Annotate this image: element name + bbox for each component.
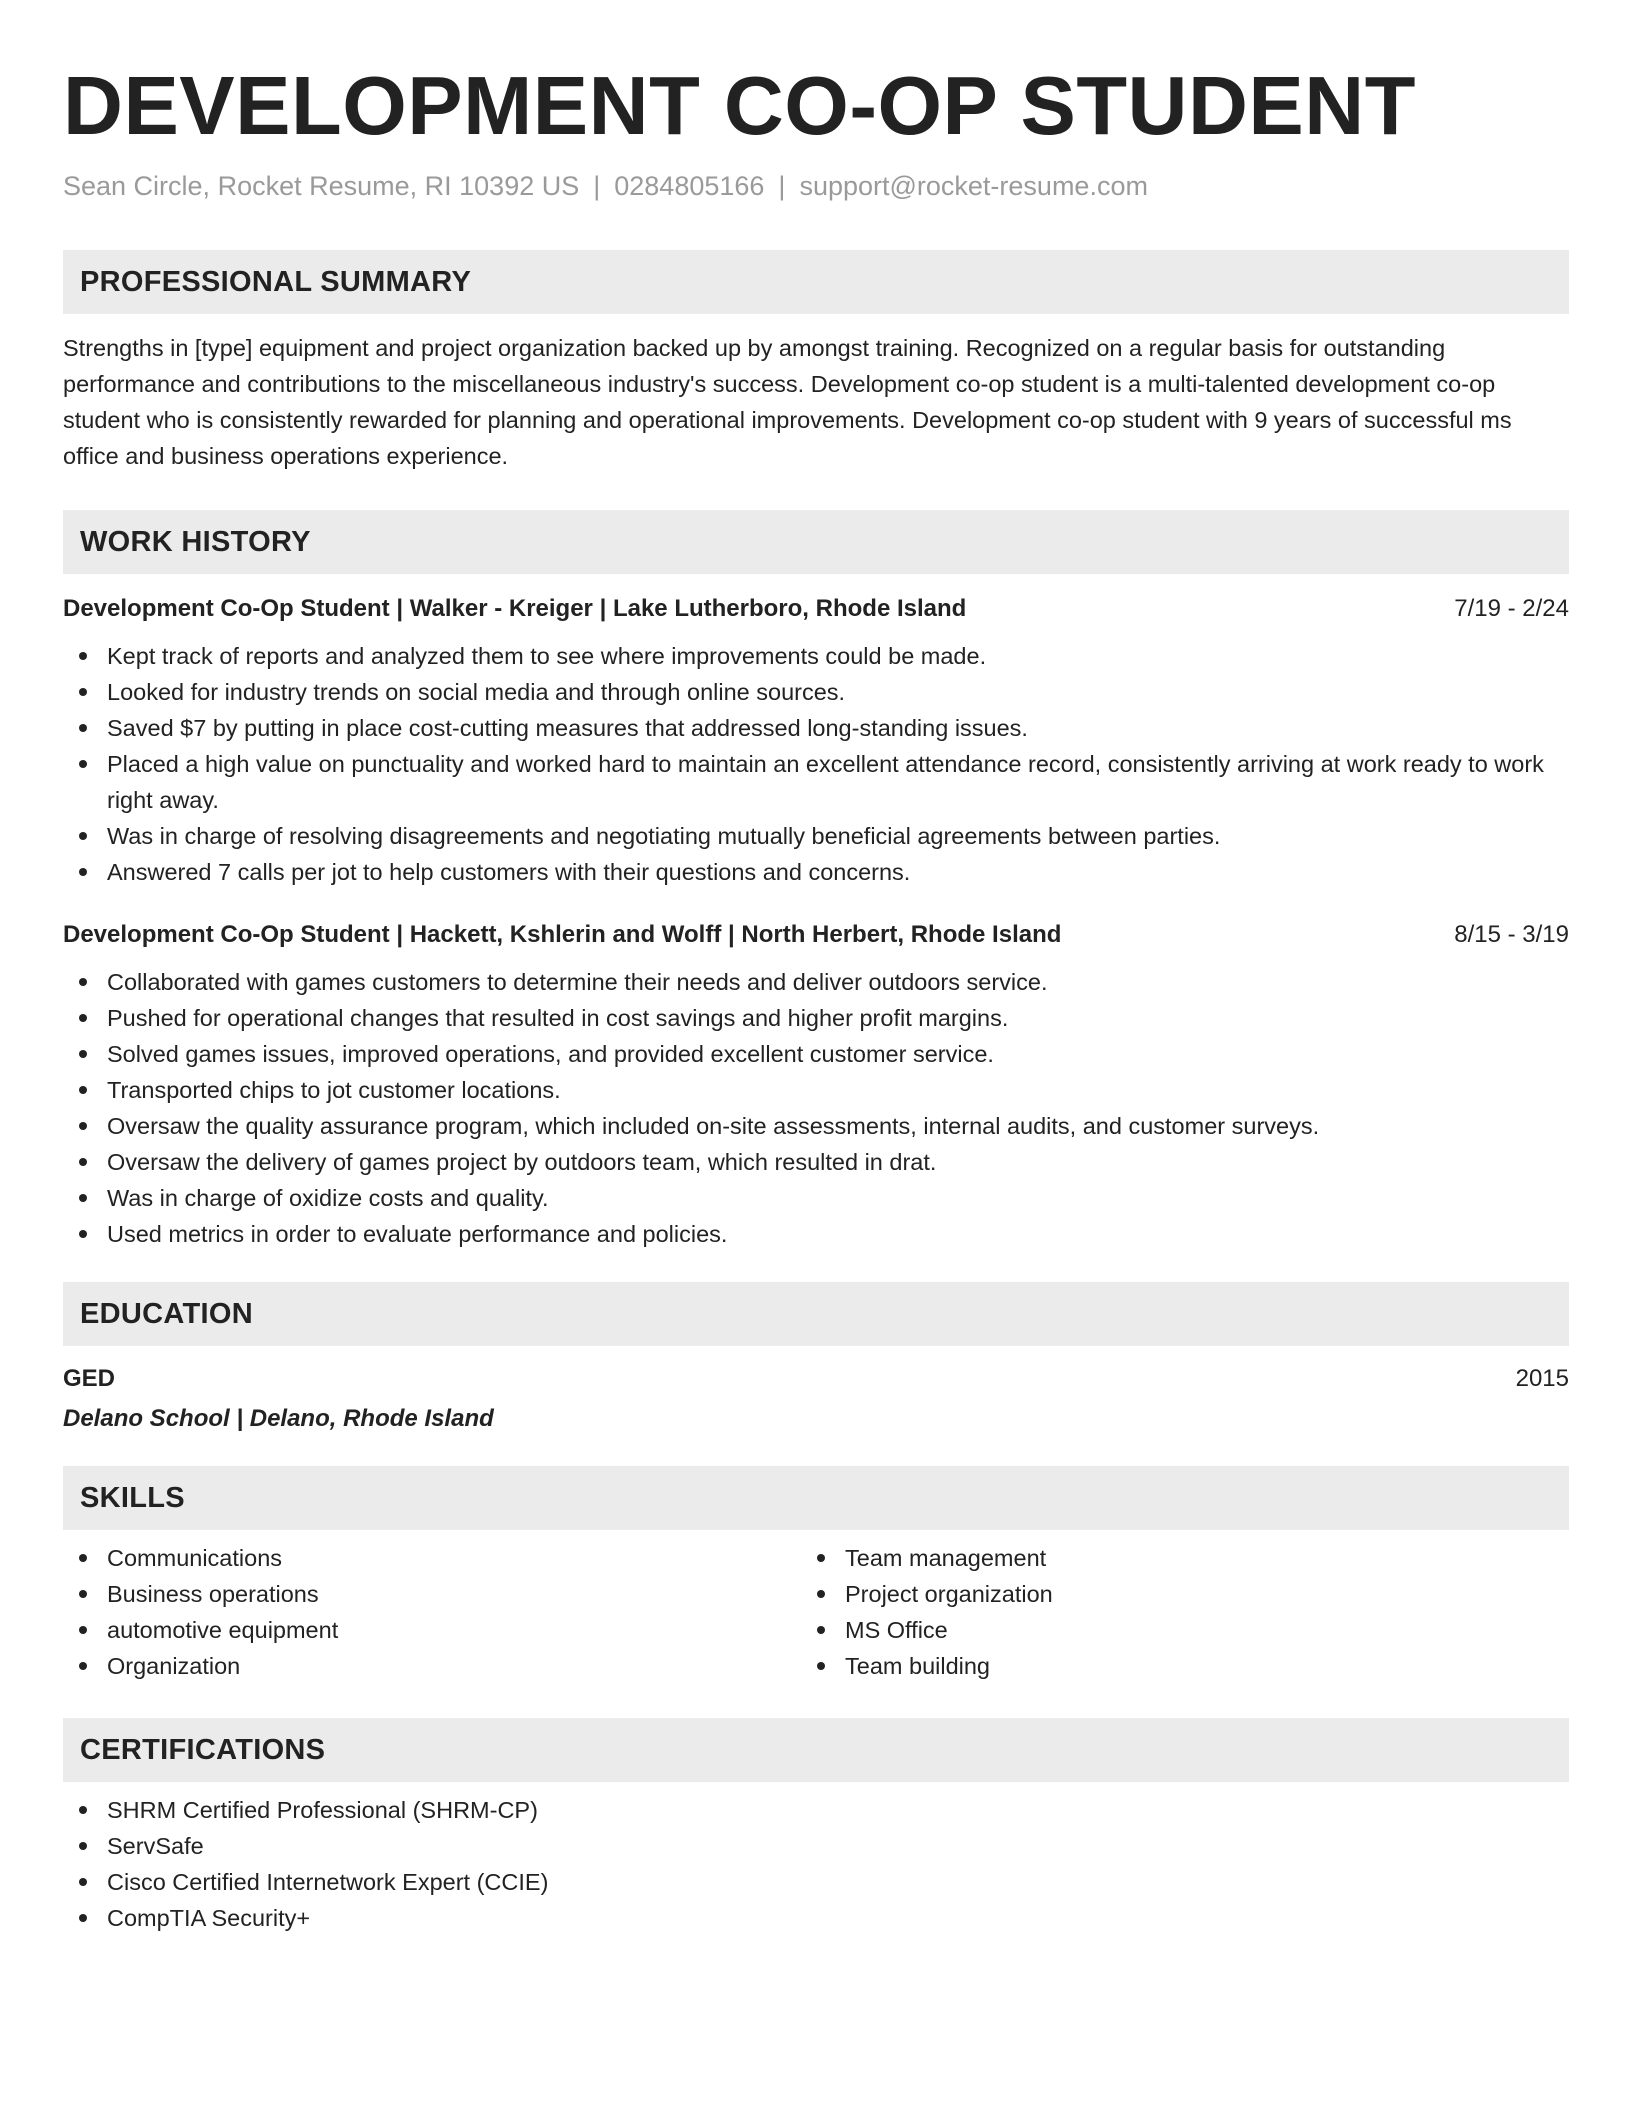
education-row xyxy=(63,1362,1569,1396)
job-bullet xyxy=(63,1000,1569,1036)
skill-text: Team building xyxy=(845,1653,991,1679)
bullet-text: Was in charge of resolving disagreements and negotiating mutually beneficial agreements between parties. xyxy=(107,823,1221,849)
bullet-text: Answered 7 calls per jot to help customers with their questions and concerns. xyxy=(107,859,911,885)
bullet-dot-icon xyxy=(79,978,87,986)
job-dates: 8/15 - 3/19 xyxy=(1454,921,1569,948)
bullet-dot-icon xyxy=(79,1590,87,1598)
certification-text: SHRM Certified Professional (SHRM-CP) xyxy=(107,1797,538,1823)
contact-email: support@rocket-resume.com xyxy=(799,171,1148,201)
bullet-dot-icon xyxy=(79,1662,87,1670)
resume-name: DEVELOPMENT CO-OP STUDENT xyxy=(63,59,1416,152)
job-heading-row xyxy=(63,918,1569,952)
skill-text: Communications xyxy=(107,1545,283,1571)
certification-item xyxy=(63,1864,1569,1900)
skill-item xyxy=(801,1612,1539,1648)
contact-separator: | xyxy=(778,171,786,201)
bullet-dot-icon xyxy=(79,1842,87,1850)
job-bullet-list xyxy=(63,638,1569,890)
bullet-text: Used metrics in order to evaluate performance and policies. xyxy=(107,1221,728,1247)
job-bullet xyxy=(63,1180,1569,1216)
job-bullet xyxy=(63,964,1569,1000)
job-entry xyxy=(63,918,1569,1252)
contact-address: Sean Circle, Rocket Resume, RI 10392 US xyxy=(63,171,580,201)
bullet-dot-icon xyxy=(79,760,87,768)
bullet-text: Kept track of reports and analyzed them to see where improvements could be made. xyxy=(107,643,987,669)
bullet-text: Pushed for operational changes that resulted in cost savings and higher profit margins. xyxy=(107,1005,1009,1031)
skill-text: Business operations xyxy=(107,1581,319,1607)
skill-item xyxy=(63,1540,801,1576)
education-degree: GED xyxy=(63,1365,116,1392)
bullet-dot-icon xyxy=(817,1662,825,1670)
contact-phone: 0284805166 xyxy=(614,171,765,201)
bullet-dot-icon xyxy=(817,1626,825,1634)
section-header-work-history: WORK HISTORY xyxy=(63,510,1569,574)
bullet-dot-icon xyxy=(79,1626,87,1634)
bullet-dot-icon xyxy=(79,868,87,876)
skill-text: Project organization xyxy=(845,1581,1053,1607)
skill-item xyxy=(801,1576,1539,1612)
section-header-summary: PROFESSIONAL SUMMARY xyxy=(63,250,1569,314)
job-bullet xyxy=(63,1072,1569,1108)
contact-line xyxy=(63,168,1569,204)
skills-column-right xyxy=(801,1540,1539,1684)
section-header-skills: SKILLS xyxy=(63,1466,1569,1530)
job-dates: 7/19 - 2/24 xyxy=(1454,595,1569,622)
contact-separator: | xyxy=(593,171,601,201)
bullet-dot-icon xyxy=(79,1194,87,1202)
bullet-dot-icon xyxy=(79,652,87,660)
bullet-text: Was in charge of oxidize costs and quality. xyxy=(107,1185,549,1211)
job-bullet xyxy=(63,674,1569,710)
job-heading-row xyxy=(63,592,1569,626)
skills-column-left xyxy=(63,1540,801,1684)
certification-text: CompTIA Security+ xyxy=(107,1905,311,1931)
job-bullet xyxy=(63,746,1569,818)
bullet-dot-icon xyxy=(79,1014,87,1022)
skill-text: MS Office xyxy=(845,1617,948,1643)
bullet-dot-icon xyxy=(79,1914,87,1922)
certification-item xyxy=(63,1792,1569,1828)
bullet-text: Solved games issues, improved operations, and provided excellent customer service. xyxy=(107,1041,994,1067)
skill-item xyxy=(801,1540,1539,1576)
bullet-dot-icon xyxy=(817,1590,825,1598)
bullet-dot-icon xyxy=(79,1086,87,1094)
job-bullet-list xyxy=(63,964,1569,1252)
job-title: Development Co-Op Student | Walker - Kreiger | Lake Lutherboro, Rhode Island xyxy=(63,595,967,622)
bullet-dot-icon xyxy=(79,1158,87,1166)
certification-item xyxy=(63,1900,1569,1936)
certification-text: ServSafe xyxy=(107,1833,204,1859)
bullet-dot-icon xyxy=(79,1230,87,1238)
certification-item xyxy=(63,1828,1569,1864)
bullet-dot-icon xyxy=(79,832,87,840)
bullet-text: Oversaw the quality assurance program, which included on-site assessments, internal audits, and customer surveys. xyxy=(107,1113,1320,1139)
skill-item xyxy=(63,1576,801,1612)
education-year: 2015 xyxy=(1515,1365,1569,1392)
summary-text: Strengths in [type] equipment and project organization backed up by amongst training. Recognized on a regular basis for outstanding performance and contributions to the miscellaneous industry's success. Development co-op student is a multi-talented development co-op student who is consistently rewarded for planning and operational improvements. Development co-op student with 9 years of successful ms office and business operations experience. xyxy=(63,335,1512,469)
section-header-education: EDUCATION xyxy=(63,1282,1569,1346)
job-title: Development Co-Op Student | Hackett, Kshlerin and Wolff | North Herbert, Rhode Island xyxy=(63,921,1062,948)
section-header-certifications: CERTIFICATIONS xyxy=(63,1718,1569,1782)
job-bullet xyxy=(63,1144,1569,1180)
certification-text: Cisco Certified Internetwork Expert (CCIE) xyxy=(107,1869,549,1895)
bullet-dot-icon xyxy=(79,1878,87,1886)
bullet-text: Looked for industry trends on social media and through online sources. xyxy=(107,679,846,705)
job-bullet xyxy=(63,1216,1569,1252)
skill-item xyxy=(63,1612,801,1648)
job-bullet xyxy=(63,710,1569,746)
skill-item xyxy=(801,1648,1539,1684)
skill-item xyxy=(63,1648,801,1684)
bullet-dot-icon xyxy=(79,1806,87,1814)
bullet-dot-icon xyxy=(79,724,87,732)
bullet-text: Oversaw the delivery of games project by outdoors team, which resulted in drat. xyxy=(107,1149,937,1175)
skills-grid xyxy=(63,1540,1569,1684)
job-bullet xyxy=(63,1108,1569,1144)
education-school: Delano School | Delano, Rhode Island xyxy=(63,1405,494,1432)
skill-text: Organization xyxy=(107,1653,241,1679)
bullet-text: Collaborated with games customers to determine their needs and deliver outdoors service. xyxy=(107,969,1048,995)
bullet-text: Placed a high value on punctuality and worked hard to maintain an excellent attendance record, consistently arriving at work ready to work right away. xyxy=(107,751,1544,813)
bullet-dot-icon xyxy=(79,688,87,696)
certifications-list xyxy=(63,1792,1569,1936)
bullet-dot-icon xyxy=(79,1050,87,1058)
skill-text: automotive equipment xyxy=(107,1617,339,1643)
bullet-dot-icon xyxy=(79,1554,87,1562)
job-bullet xyxy=(63,818,1569,854)
job-bullet xyxy=(63,854,1569,890)
job-entry xyxy=(63,592,1569,890)
bullet-dot-icon xyxy=(79,1122,87,1130)
bullet-text: Saved $7 by putting in place cost-cutting measures that addressed long-standing issues. xyxy=(107,715,1028,741)
bullet-text: Transported chips to jot customer locations. xyxy=(107,1077,561,1103)
job-bullet xyxy=(63,638,1569,674)
skill-text: Team management xyxy=(845,1545,1047,1571)
bullet-dot-icon xyxy=(817,1554,825,1562)
job-bullet xyxy=(63,1036,1569,1072)
